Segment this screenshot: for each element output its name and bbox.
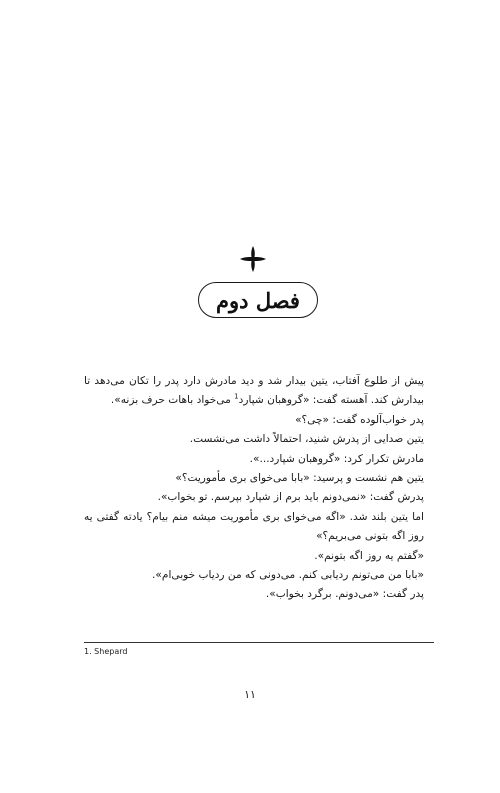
paragraph-text-tail: می‌خواد باهات حرف بزنه».	[110, 394, 235, 407]
page-number: ۱۱	[244, 688, 256, 701]
paragraph: پدر خواب‌آلوده گفت: «چی؟»	[295, 413, 424, 426]
body-text	[84, 372, 424, 605]
paragraph: پدر گفت: «می‌دونم. برگرد بخواب».	[265, 588, 424, 601]
paragraph: «گفتم یه روز اگه بتونم».	[314, 549, 424, 562]
paragraph: مادرش تکرار کرد: «گروهبان شپارد...».	[249, 452, 424, 465]
chapter-title: فصل دوم	[216, 287, 300, 313]
paragraph: یتین هم نشست و پرسید: «بابا می‌خوای بری مأموریت؟»	[175, 472, 424, 485]
paragraph: یتین صدایی از پدرش شنید، احتمالاً داشت می‌نشست.	[189, 433, 424, 446]
plus-ornament-icon	[238, 244, 268, 274]
footnote-ref: 1	[234, 392, 239, 401]
paragraph: اما یتین بلند شد. «اگه می‌خوای بری مأموریت میشه منم بیام؟ یادته گفتی یه روز اگه بتونی می‌بریم؟»	[84, 510, 424, 543]
chapter-title-frame	[198, 282, 318, 318]
paragraph: پدرش گفت: «نمی‌دونم باید برم از شپارد بپرسم. تو بخواب».	[157, 491, 424, 504]
footnote-divider	[84, 642, 434, 643]
paragraph-text: پیش از طلوع آفتاب، یتین بیدار شد و دید مادرش دارد پدر را تکان می‌دهد تا بیدارش کند. آهسته گفت: «گروهبان شپارد	[84, 375, 424, 407]
paragraph	[84, 372, 424, 411]
paragraph: «بابا من می‌تونم ردیابی کنم. می‌دونی که من ردیاب خوبی‌ام».	[152, 569, 424, 582]
footnote: 1. Shepard	[84, 647, 128, 656]
